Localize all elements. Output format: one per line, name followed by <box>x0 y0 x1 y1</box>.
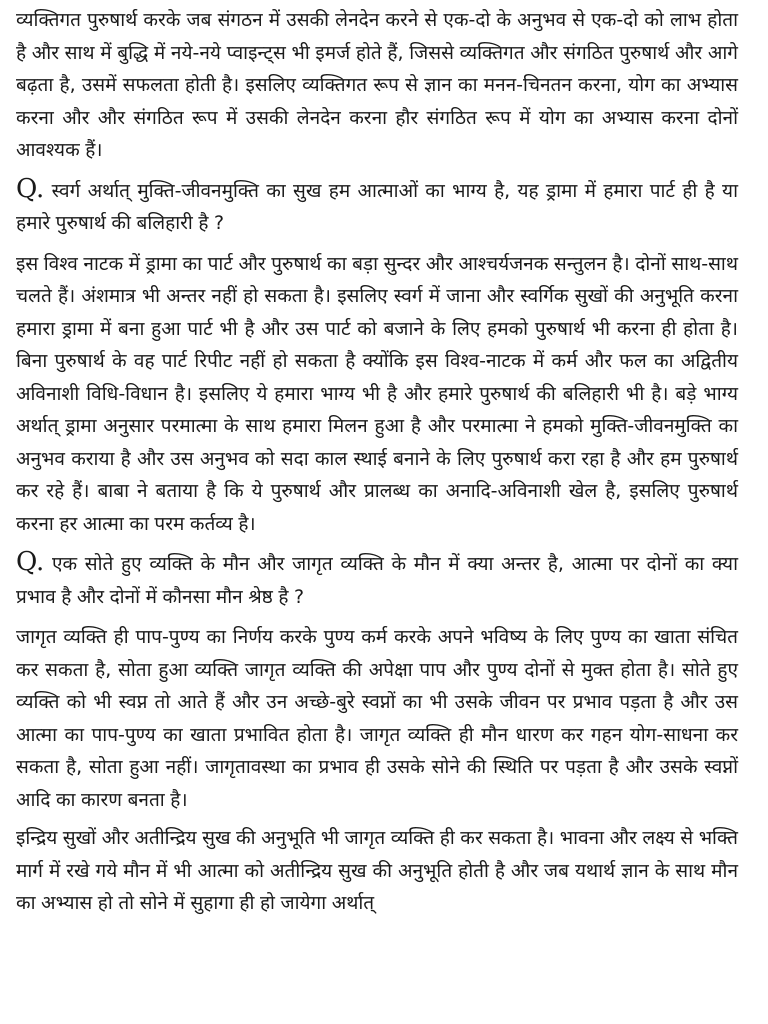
question-text: एक सोते हुए व्यक्ति के मौन और जागृत व्यक्ति के मौन में क्या अन्तर है, आत्मा पर दोनों का क्या प्रभाव है और दोनों में कौनसा मौन श्रेष्ठ है ? <box>16 553 738 608</box>
question-paragraph <box>16 173 738 240</box>
question-marker: Q. <box>16 547 45 577</box>
document-page <box>16 4 738 926</box>
answer-paragraph: जागृत व्यक्ति ही पाप-पुण्य का निर्णय करके पुण्य कर्म करके अपने भविष्य के लिए पुण्य का खाता संचित कर सकता है, सोता हुआ व्यक्ति जागृत व्यक्ति की अपेक्षा पाप और पुण्य दोनों से मुक्त होता है। सोते हुए व्यक्ति को भी स्वप्न तो आते हैं और उन अच्छे-बुरे स्वप्नों का भी उसके जीवन पर प्रभाव पड़ता है और उस आत्मा का पाप-पुण्य का खाता प्रभावित होता है। जागृत व्यक्ति ही मौन धारण कर गहन योग-साधना कर सकता है, सोता हुआ नहीं। जागृतावस्था का प्रभाव ही उसके सोने की स्थिति पर पड़ता है और उसके स्वप्नों आदि का कारण बनता है। <box>16 626 738 811</box>
answer-paragraph: इस विश्व नाटक में ड्रामा का पार्ट और पुरुषार्थ का बड़ा सुन्दर और आश्चर्यजनक सन्तुलन है। दोनों साथ-साथ चलते हैं। अंशमात्र भी अन्तर नहीं हो सकता है। इसलिए स्वर्ग में जाना और स्वर्गिक सुखों की अनुभूति करना हमारा ड्रामा में बना हुआ पार्ट भी है और उस पार्ट को बजाने के लिए हमको पुरुषार्थ भी करना ही होता है। बिना पुरुषार्थ के वह पार्ट रिपीट नहीं हो सकता है क्योंकि इस विश्व-नाटक में कर्म और फल का अद्वितीय अविनाशी विधि-विधान है। इसलिए ये हमारा भाग्य भी है और हमारे पुरुषार्थ की बलिहारी भी है। बड़े भाग्य अर्थात् ड्रामा अनुसार परमात्मा के साथ हमारा मिलन हुआ है और परमात्मा ने हमको मुक्ति-जीवनमुक्ति का अनुभव कराया है और उस अनुभव को सदा काल स्थाई बनाने के लिए पुरुषार्थ करा रहा है और हम पुरुषार्थ कर रहे हैं। बाबा ने बताया है कि ये पुरुषार्थ और प्रालब्ध का अनादि-अविनाशी खेल है, इसलिए पुरुषार्थ करना हर आत्मा का परम कर्तव्य है। <box>16 252 738 535</box>
paragraph-text: इन्द्रिय सुखों और अतीन्द्रिय सुख की अनुभूति भी जागृत व्यक्ति ही कर सकता है। भावना और लक्ष्य से भक्ति मार्ग में रखे गये मौन में भी आत्मा को अतीन्द्रिय सुख की अनुभूति होती है और जब यथार्थ ज्ञान के साथ मौन का अभ्यास हो तो सोने में सुहागा ही हो जायेगा अर्थात् <box>16 827 738 914</box>
paragraph-text: व्यक्तिगत पुरुषार्थ करके जब संगठन में उसकी लेनदेन करने से एक-दो के अनुभव से एक-दो को लाभ होता है और साथ में बुद्धि में नये-नये प्वाइन्ट्स भी इमर्ज होते हैं, जिससे व्यक्तिगत और संगठित पुरुषार्थ और आगे बढ़ता है, उसमें सफलता होती है। इसलिए व्यक्तिगत रूप से ज्ञान का मनन-चिनतन करना, योग का अभ्यास करना और और संगठित रूप में उसकी लेनदेन करना हौर संगठित रूप में योग का अभ्यास करना दोनों आवश्यक हैं। <box>16 9 738 161</box>
question-marker: Q. <box>16 173 45 204</box>
question-text: स्वर्ग अर्थात् मुक्ति-जीवनमुक्ति का सुख हम आत्माओं का भाग्य है, यह ड्रामा में हमारा पार्ट ही है या हमारे पुरुषार्थ की बलिहारी है ? <box>16 179 738 234</box>
question-paragraph <box>16 546 738 613</box>
